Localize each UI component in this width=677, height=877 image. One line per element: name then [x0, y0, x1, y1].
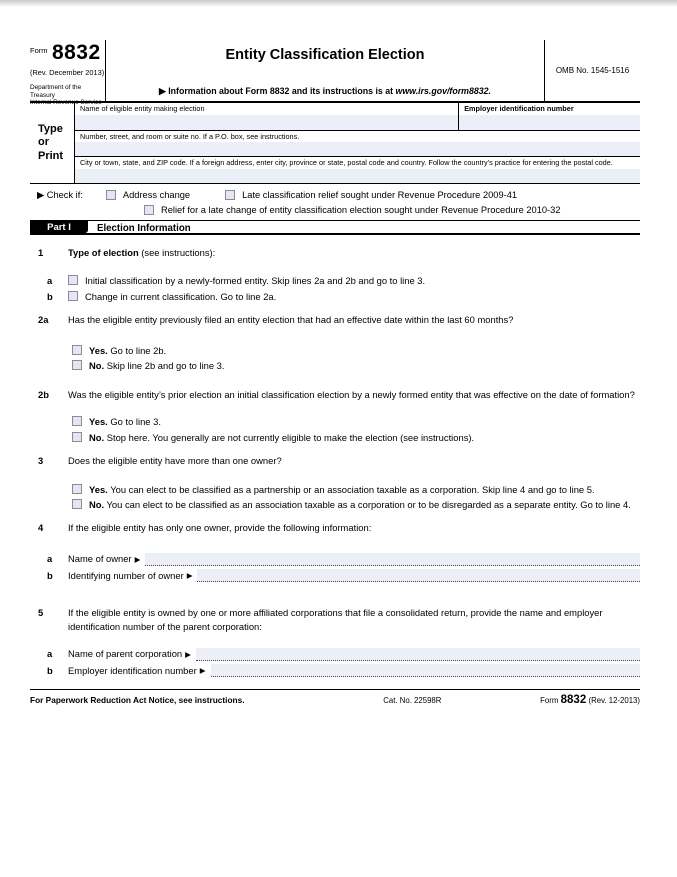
omb-number: OMB No. 1545-1516 — [555, 66, 630, 75]
line-2a-question: Has the eligible entity previously filed an entity election that had an effective date within the last 60 months? — [68, 314, 514, 326]
late-classification-relief-label: Late classification relief sought under Revenue Procedure 2009-41 — [242, 189, 518, 200]
parent-corp-ein-field[interactable] — [211, 664, 641, 677]
line-1a-checkbox[interactable] — [68, 275, 78, 285]
address-change-label: Address change — [122, 189, 191, 200]
line-2a-no — [72, 359, 640, 373]
type-or-print-label — [30, 103, 74, 183]
line-4b-label: Identifying number of owner — [68, 569, 184, 581]
line-1a-text: Initial classification by a newly-formed entity. Skip lines 2a and 2b and go to line 3. — [85, 275, 426, 287]
line-3-question: Does the eligible entity have more than one owner? — [68, 455, 282, 467]
agency-line-1: Department of the Treasury — [30, 84, 82, 99]
line-2b-no-text: Stop here. You generally are not currently eligible to make the election (see instructions). — [104, 431, 475, 443]
footer-revision: (Rev. 12-2013) — [588, 696, 640, 706]
late-classification-relief-checkbox[interactable] — [225, 190, 235, 200]
form-title: Entity Classification Election — [225, 47, 425, 63]
footer-form-id — [540, 694, 640, 706]
line-5b — [30, 664, 640, 678]
line-2a-yes-checkbox[interactable] — [72, 345, 82, 355]
form-8832-page — [30, 40, 640, 706]
form-id-block — [30, 40, 105, 107]
line-1b-checkbox[interactable] — [68, 291, 78, 301]
yes-word: Yes. — [89, 416, 108, 428]
line-3-no-checkbox[interactable] — [72, 499, 82, 509]
city-label: City or town, state, and ZIP code. If a foreign address, enter city, province or state, postal code and country. Follow the country’s practice for entering the postal code. — [80, 158, 613, 168]
line-2b-yes — [72, 415, 640, 429]
owner-id-number-field[interactable] — [197, 569, 640, 582]
ein-field[interactable] — [459, 115, 640, 130]
line-3-yes-text: You can elect to be classified as a partnership or an association taxable as a corporation. Skip line 4 and go to line 5. — [107, 483, 595, 495]
form-revision: (Rev. December 2013) — [30, 68, 105, 77]
line-1 — [30, 246, 640, 260]
street-label: Number, street, and room or suite no. If a P.O. box, see instructions. — [80, 131, 300, 141]
type-word: Type — [38, 122, 63, 135]
form-header — [30, 40, 640, 107]
line-1-label-rest: (see instructions): — [138, 246, 216, 258]
part1-badge: Part I — [30, 221, 88, 233]
check-if-section — [30, 184, 640, 220]
irs-url: www.irs.gov/form8832. — [395, 86, 491, 96]
no-word: No. — [89, 499, 105, 511]
line-4-number: 4 — [38, 521, 44, 533]
line-3-no-text: You can elect to be classified as an association taxable as a corporation or to be disregarded as a separate entity. Go to line 4. — [104, 499, 631, 511]
form-number: 8832 — [51, 41, 101, 64]
line-2b-question: Was the eligible entity’s prior election an initial classification election by a newly formed entity that was effective on the date of formation? — [68, 388, 635, 400]
line-2b-yes-text: Go to line 3. — [107, 416, 161, 428]
line-3 — [30, 454, 640, 468]
arrow-right-icon: ▶ — [199, 666, 206, 676]
line-2b-no — [72, 431, 640, 445]
form-word-label: Form — [540, 696, 559, 706]
arrow-right-icon: ▶ — [185, 649, 191, 659]
form-footer — [30, 689, 640, 706]
line-4a-letter: a — [47, 553, 53, 565]
line-2a-no-text: Skip line 2b and go to line 3. — [104, 360, 225, 372]
line-4-text: If the eligible entity has only one owner, provide the following information: — [68, 521, 372, 533]
form-word-label: Form — [30, 46, 48, 55]
part1-title: Election Information — [97, 222, 191, 234]
entity-name-field[interactable] — [75, 115, 458, 130]
line-3-number: 3 — [38, 455, 44, 467]
arrow-right-icon: ▶ — [158, 86, 166, 96]
yes-word: Yes. — [89, 483, 108, 495]
line-4b — [30, 569, 640, 583]
form-number: 8832 — [560, 694, 587, 707]
line-2a-number: 2a — [38, 314, 49, 326]
or-word: or — [38, 136, 49, 149]
form-info-line — [112, 86, 538, 97]
paperwork-notice: For Paperwork Reduction Act Notice, see instructions. — [30, 695, 245, 706]
line-4a-label: Name of owner — [68, 553, 132, 565]
no-word: No. — [89, 360, 105, 372]
line-5a — [30, 647, 640, 661]
no-word: No. — [89, 431, 105, 443]
address-change-checkbox[interactable] — [106, 190, 116, 200]
ein-label: Employer identification number — [464, 104, 574, 113]
line-1b — [30, 290, 640, 304]
line-4a — [30, 552, 640, 566]
page-top-shadow — [0, 0, 677, 7]
line-5b-label: Employer identification number — [68, 664, 197, 676]
line-5a-label: Name of parent corporation — [68, 648, 183, 660]
line-2a-no-checkbox[interactable] — [72, 360, 82, 370]
late-change-relief-checkbox[interactable] — [144, 205, 154, 215]
info-text: Information about Form 8832 and its instructions is at — [168, 86, 394, 96]
line-2a — [30, 313, 640, 327]
line-2a-yes-text: Go to line 2b. — [107, 344, 167, 356]
late-change-relief-label: Relief for a late change of entity classification election sought under Revenue Procedure 2010-32 — [161, 204, 561, 215]
line-1b-letter: b — [47, 290, 53, 302]
catalog-number: Cat. No. 22598R — [383, 696, 442, 706]
line-2a-yes — [72, 344, 640, 358]
city-field[interactable] — [75, 169, 640, 183]
line-2b-yes-checkbox[interactable] — [72, 416, 82, 426]
line-5b-letter: b — [47, 664, 53, 676]
line-5-text: If the eligible entity is owned by one or more affiliated corporations that file a consolidated return, provide the name and employer identification number of the parent corporation: — [68, 607, 603, 632]
check-if-label: ▶ Check if: — [37, 189, 83, 200]
line-1a — [30, 274, 640, 288]
line-5a-letter: a — [47, 648, 53, 660]
line-5-number: 5 — [38, 607, 44, 619]
line-2b — [30, 388, 640, 402]
owner-name-field[interactable] — [145, 553, 640, 566]
form-title-block — [105, 40, 545, 101]
line-1a-letter: a — [47, 275, 53, 287]
line-2b-no-checkbox[interactable] — [72, 432, 82, 442]
agency-line-2: Internal Revenue Service — [30, 99, 102, 107]
arrow-right-icon: ▶ — [134, 554, 141, 564]
entity-name-label: Name of eligible entity making election — [80, 104, 205, 113]
line-3-yes — [72, 483, 640, 497]
line-4b-letter: b — [47, 569, 53, 581]
line-5 — [30, 606, 640, 633]
line-2b-number: 2b — [38, 388, 49, 400]
line-1-number: 1 — [38, 246, 44, 258]
line-4 — [30, 521, 640, 535]
arrow-right-icon: ▶ — [186, 571, 193, 581]
yes-word: Yes. — [89, 344, 108, 356]
line-3-yes-checkbox[interactable] — [72, 484, 82, 494]
line-1-label: Type of election — [68, 246, 139, 258]
parent-corp-name-field[interactable] — [196, 648, 640, 661]
part1-header — [30, 220, 640, 235]
line-1b-text: Change in current classification. Go to line 2a. — [85, 290, 277, 302]
street-field[interactable] — [75, 142, 640, 156]
line-3-no — [72, 498, 640, 512]
print-word: Print — [38, 149, 64, 162]
entity-info-block — [30, 103, 640, 184]
